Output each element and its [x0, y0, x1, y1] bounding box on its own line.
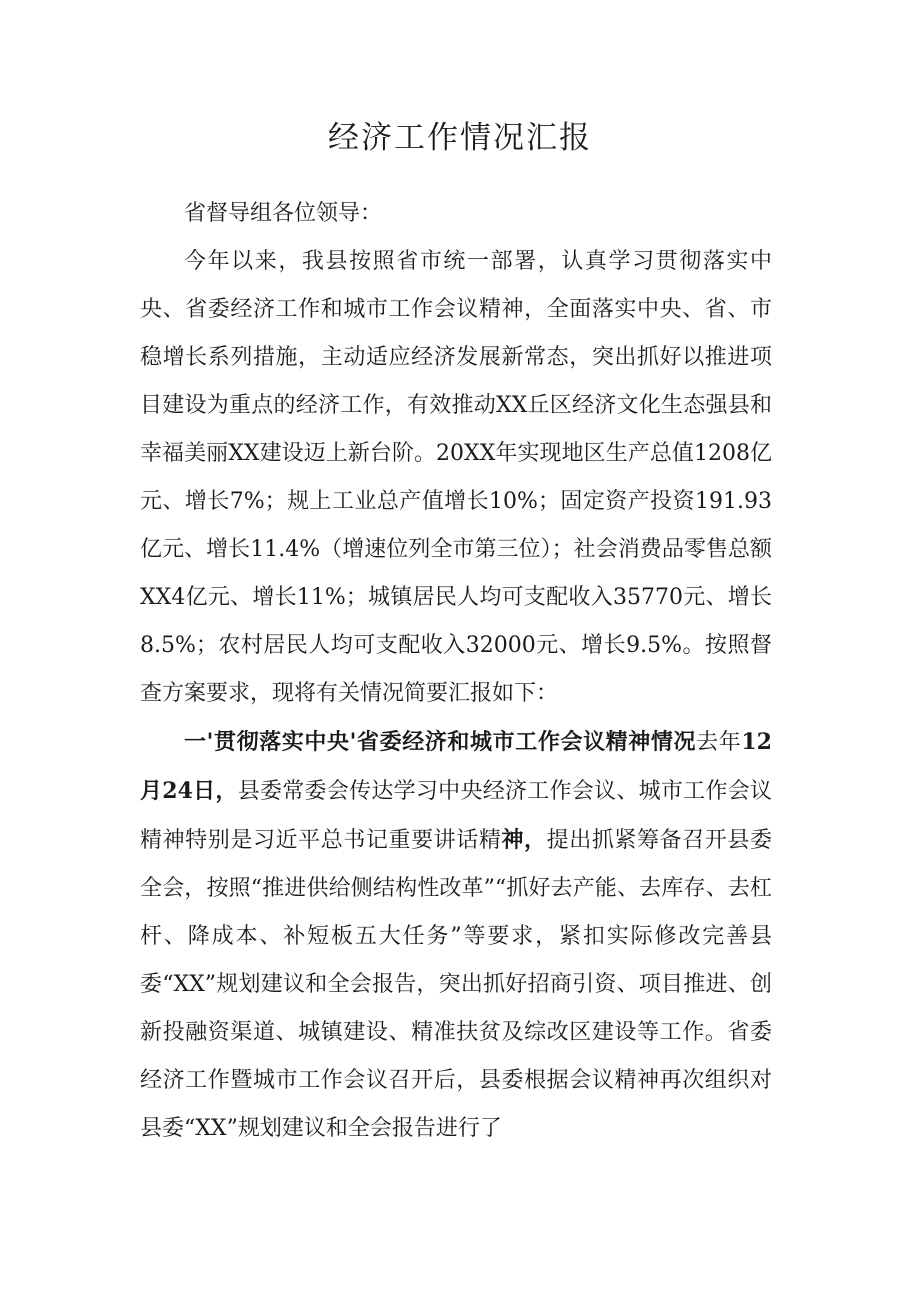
document-body [140, 190, 772, 1153]
paragraph-section-1 [140, 718, 772, 1153]
paragraph-intro: 今年以来，我县按照省市统一部署，认真学习贯彻落实中央、省委经济工作和城市工作会议精神，全面落实中央、省、市稳增长系列措施，主动适应经济发展新常态，突出抓好以推进项目建设为重点的经济工作，有效推动XX丘区经济文化生态强县和幸福美丽XX建设迈上新台阶。20XX年实现地区生产总值1208亿元、增长7%；规上工业总产值增长10%；固定资产投资191.93亿元、增长11.4%（增速位列全市第三位）；社会消费品零售总额XX4亿元、增长11%；城镇居民人均可支配收入35770元、增长8.5%；农村居民人均可支配收入32000元、增长9.5%。按照督查方案要求，现将有关情况简要汇报如下： [140, 249, 772, 706]
section-1-bold-char: 神， [501, 827, 547, 853]
document-title: 经济工作情况汇报 [328, 120, 592, 156]
section-1-text-a: 去年 [696, 730, 742, 755]
section-1-heading: 一'贯彻落实中央'省委经济和城市工作会议精神情况 [184, 729, 697, 755]
section-1-text-c: 提出抓紧筹备召开县委全会，按照“推进供给侧结构性改革”“抓好去产能、去库存、去杠杆、降成本、补短板五大任务”等要求，紧扣实际修改完善县委“XX”规划建议和全会报告，突出抓好招商引资、项目推进、创新投融资渠道、城镇建设、精准扶贫及综改区建设等工作。省委经济工作暨城市工作会议召开后，县委根据会议精神再次组织对县委“XX”规划建议和全会报告进行了 [140, 828, 772, 1141]
section-1-date: 12月24日， [140, 729, 772, 804]
salutation: 省督导组各位领导： [184, 201, 383, 226]
section-1-text-b: 县委常委会传达学习中央经济工作会议、城市工作会议精神特别是习近平总书记重要讲话精 [140, 779, 772, 853]
